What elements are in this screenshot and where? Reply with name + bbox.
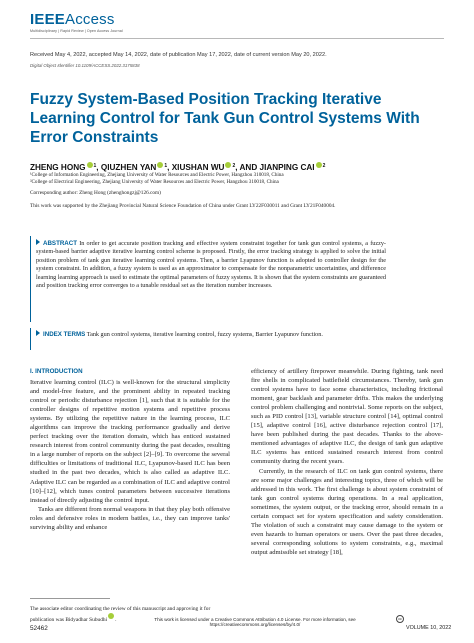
header-divider [30, 38, 444, 39]
author-affil-sup: 1 [93, 163, 97, 169]
index-terms-label: INDEX TERMS [43, 331, 86, 338]
abstract-text: In order to get accurate position tracking and effective system constraint together for tank gun control systems, a fuzzy-system-based barrier adaptive iterative learning control scheme is proposed. Firstly, the error tracking strategy is applied to solve the initial position problem of tank gun iterative learning control systems. Then, a barrier Lyapunov function is adopted to controller design for the system constraint. In addition, a fuzzy system is used as an approximator to compensate for the nonparametric uncertainties, and difference learning learning approach is used to estimate the optimal parameters of fuzzy systems. It is shown that the system constraints are guaranteed and position tracking error converges to a tunable residual set as the iteration number increases. [36, 240, 386, 290]
publication-dates: Received May 4, 2022, accepted May 14, 2022, date of publication May 17, 2022, date of current version May 20, 2022. [30, 52, 327, 58]
triangle-bullet-icon [36, 239, 40, 245]
index-terms-rule [30, 328, 31, 350]
journal-name-light: Access [64, 11, 115, 28]
author-affil-sup: 2 [322, 163, 326, 169]
paper-title: Fuzzy System-Based Position Tracking Iterative Learning Control for Tank Gun Control Systems With Error Constraints [30, 91, 420, 147]
paragraph: efficiency of artillery firepower meanwhile. During fighting, tank need fire shells in complicated battlefield circumstances. Thereby, tank gun control systems have to face some characteristics, including frictional moment, gear backlash and parameter drifts. This makes the underlying control problem challenging and nontrivial. Some reports on the subject, such as PID control [13], variable structure control [14], optimal control [15], adaptive control [16], active disturbance rejection control [17], have been published during the past decades. Thanks to the above-mentioned advantages of adaptive ILC, the design of tank gun adaptive ILC systems has enticed sustained research interest from control community during the recent years. [251, 368, 443, 466]
doi-line: Digital Object Identifier 10.1109/ACCESS.2022.3175838 [30, 63, 140, 68]
index-terms-block [36, 330, 386, 339]
author-affil-sup: 2 [232, 163, 236, 169]
paragraph: Tanks are different from normal weapons in that they play both offensive roles and defensive roles in modern battles, i.e., they can improve tanks' surviving ability and enhance [30, 505, 230, 531]
author-list: ZHENG HONG $^1$, QIUZHEN YAN $^1$, XIUSHAN WU $^2$, AND JIANPING CAI $^2$ [30, 163, 326, 172]
orcid-icon[interactable] [225, 162, 231, 168]
license-text[interactable]: This work is licensed under a Creative Commons Attribution 4.0 License. For more information, see https://creativecommons.org/licenses/by/4.0/ [154, 617, 356, 627]
index-terms-text: Tank gun control systems, iterative learning control, fuzzy systems, Barrier Lyapunov function. [86, 331, 323, 338]
footnote-text: The associate editor coordinating the review of this manuscript and approving it for publication was Bidyadhar Subudhi [30, 606, 211, 624]
abstract-rule [30, 236, 31, 322]
affiliation-1: ¹College of Information Engineering, Zhejiang University of Water Resources and Electric Power, Hangzhou 310018, China [30, 172, 284, 178]
affiliation-2: ²College of Electrical Engineering, Zhejiang University of Water Resources and Electric Power, Hangzhou 310018, China [30, 179, 279, 185]
author-name: ZHENG HONG [30, 163, 86, 172]
section-heading: I. INTRODUCTION [30, 368, 83, 375]
author-name: QIUZHEN YAN [100, 163, 157, 172]
abstract-block [36, 239, 386, 290]
funding-note: This work was supported by the Zhejiang Provincial Natural Science Foundation of China under Grant LY22F030011 and Grant LY21F040004. [30, 203, 336, 209]
author-name: AND JIANPING CAI [239, 163, 315, 172]
triangle-bullet-icon [36, 330, 40, 336]
editor-footnote: The associate editor coordinating the review of this manuscript and approving it for publication was Bidyadhar Subudhi . [30, 606, 211, 624]
left-column [30, 378, 230, 532]
journal-name-bold: IEEE [30, 11, 65, 28]
orcid-icon[interactable] [87, 162, 93, 168]
journal-logo [30, 12, 123, 33]
orcid-icon[interactable] [316, 162, 322, 168]
abstract-label: ABSTRACT [43, 240, 78, 247]
right-column [251, 367, 443, 557]
corresponding-author: Corresponding author: Zheng Hong (zhenghongzj@126.com) [30, 190, 161, 196]
paragraph: Iterative learning control (ILC) is well-known for the structural simplicity and model-free feature, and the prominent ability in repeated tracking control or periodic disturbance rejection [1], such that it is suitable for the controller designs of repetitive motion systems and repetitive process systems. By utilizing the repetitive nature in the learning process, ILC algorithms can improve the tracking performance gradually and derive perfect tracking over the iteration domain, which has enticed sustained research interest from control community during the past decades, resulting in a large number of reports on the subject [2]–[9]. To overcome the several difficulties or limitations of traditional ILC, Lyapunov-based ILC has been studied in the past two decades, which is also called as adaptive ILC. Adaptive ILC can be regarded as a combination of ILC and adaptive control [10]–[12], which tunes control parameters between successive iterations instead of directly adjusting the control input. [30, 379, 230, 504]
page-number: 52462 [30, 625, 48, 632]
orcid-icon[interactable] [108, 613, 114, 619]
creative-commons-icon: cc [396, 615, 404, 623]
author-name: XIUSHAN WU [171, 163, 225, 172]
footnote-divider [30, 598, 110, 599]
orcid-icon[interactable] [157, 162, 163, 168]
journal-tagline: Multidisciplinary | Rapid Review | Open Access Journal [30, 29, 123, 33]
author-affil-sup: 1 [164, 163, 168, 169]
volume-label: VOLUME 10, 2022 [406, 625, 452, 631]
paragraph: Currently, in the research of ILC on tank gun control systems, there are some major challenges and interesting topics, three of which will be addressed in this work. The first challenge is about system constraint of tank gun control systems during operations. In a real application, sometimes, the system output, or the tracking error, should remain in a certain compact set for system specification and safety consideration. The violation of such a constraint may cause damage to the system or even hazards to human operators or users. Over the past three decades, several corresponding solutions to system constraints, e.g., maximal output admissible set strategy [18], [251, 467, 443, 556]
